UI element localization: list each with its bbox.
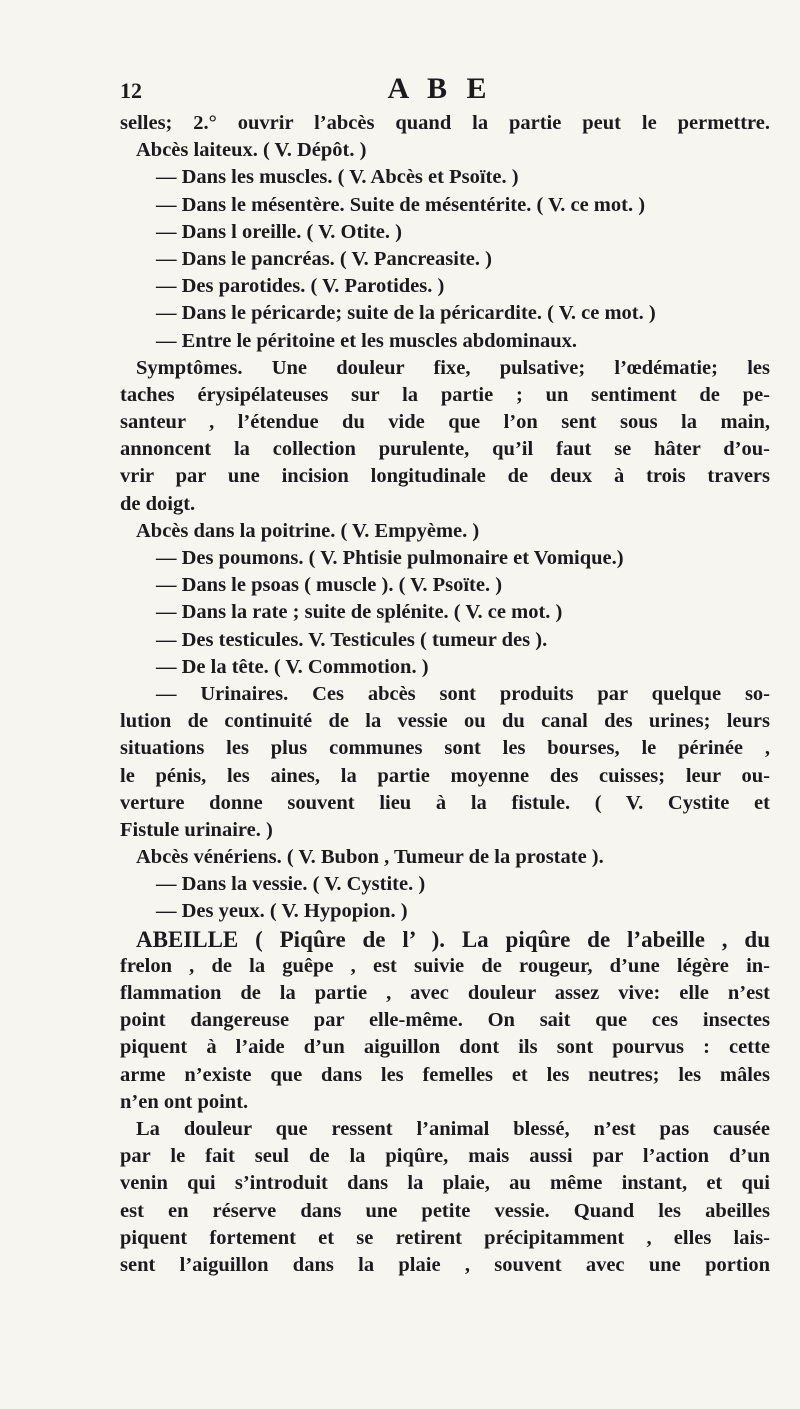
text-line: venin qui s’introduit dans la plaie, au même instant, et qui	[120, 1172, 770, 1195]
text-line: taches érysipélateuses sur la partie ; un sentiment de pe-	[120, 383, 770, 406]
text-line: santeur , l’étendue du vide que l’on sent sous la main,	[120, 411, 770, 434]
text-line: Abcès laiteux. ( V. Dépôt. )	[136, 139, 367, 162]
text-line: La douleur que ressent l’animal blessé, n’est pas causée	[136, 1117, 770, 1140]
text-line: — Des yeux. ( V. Hypopion. )	[156, 900, 408, 923]
text-line: n’en ont point.	[120, 1090, 249, 1113]
text-line: — Urinaires. Ces abcès sont produits par quelque so-	[156, 682, 770, 705]
page-header	[120, 72, 760, 112]
body-text	[120, 110, 770, 1279]
text-line: Abcès vénériens. ( V. Bubon , Tumeur de la prostate ).	[136, 846, 604, 869]
text-line: Symptômes. Une douleur fixe, pulsative; l’œdématie; les	[136, 356, 770, 379]
text-line: selles; 2.° ouvrir l’abcès quand la partie peut le permettre.	[120, 112, 770, 134]
text-line: situations les plus communes sont les bourses, le périnée ,	[120, 737, 770, 760]
text-line: piquent à l’aide d’un aiguillon dont ils sont pourvus : cette	[120, 1036, 770, 1059]
text-line: — Dans le psoas ( muscle ). ( V. Psoïte. )	[156, 574, 503, 597]
text-line: est en réserve dans une petite vessie. Quand les abeilles	[120, 1199, 770, 1222]
running-head: A B E	[387, 72, 493, 105]
text-line: frelon , de la guêpe , est suivie de rougeur, d’une légère in-	[120, 954, 770, 977]
text-line: — Entre le péritoine et les muscles abdominaux.	[156, 329, 577, 352]
text-line: — Dans le péricarde; suite de la péricardite. ( V. ce mot. )	[156, 302, 656, 325]
text-line: le pénis, les aines, la partie moyenne des cuisses; leur ou-	[120, 764, 770, 787]
text-line: — De la tête. ( V. Commotion. )	[156, 655, 429, 678]
text-line: — Dans le pancréas. ( V. Pancreasite. )	[156, 247, 492, 270]
text-line: — Dans le mésentère. Suite de mésentérite. ( V. ce mot. )	[156, 193, 646, 216]
text-line: sent l’aiguillon dans la plaie , souvent avec une portion	[120, 1253, 770, 1276]
text-line: — Des parotides. ( V. Parotides. )	[156, 275, 445, 298]
text-line: — Des testicules. V. Testicules ( tumeur des ).	[156, 628, 548, 651]
text-line: — Dans l oreille. ( V. Otite. )	[156, 220, 402, 243]
text-line: ABEILLE ( Piqûre de l’ ). La piqûre de l’abeille , du	[136, 926, 770, 952]
text-line: par le fait seul de la piqûre, mais aussi par l’action d’un	[120, 1145, 770, 1168]
text-line: piquent fortement et se retirent précipitamment , elles lais-	[120, 1226, 770, 1249]
text-line: annoncent la collection purulente, qu’il faut se hâter d’ou-	[120, 438, 770, 461]
text-line: Fistule urinaire. )	[120, 818, 273, 841]
text-line: lution de continuité de la vessie ou du canal des urines; leurs	[120, 710, 770, 733]
text-line: — Dans la rate ; suite de splénite. ( V. ce mot. )	[156, 601, 563, 624]
text-line: — Dans les muscles. ( V. Abcès et Psoïte. )	[156, 166, 519, 189]
text-line: vrir par une incision longitudinale de deux à trois travers	[120, 465, 770, 488]
text-line: arme n’existe que dans les femelles et les neutres; les mâles	[120, 1063, 770, 1086]
text-line: Abcès dans la poitrine. ( V. Empyème. )	[136, 519, 480, 542]
text-line: — Dans la vessie. ( V. Cystite. )	[156, 873, 426, 896]
text-line: verture donne souvent lieu à la fistule. ( V. Cystite et	[120, 791, 770, 814]
text-line: point dangereuse par elle-même. On sait que ces insectes	[120, 1009, 770, 1032]
text-line: — Des poumons. ( V. Phtisie pulmonaire et Vomique.)	[156, 547, 624, 569]
text-line: flammation de la partie , avec douleur assez vive: elle n’est	[120, 982, 770, 1004]
page-number: 12	[120, 78, 142, 103]
text-line: de doigt.	[120, 492, 196, 515]
